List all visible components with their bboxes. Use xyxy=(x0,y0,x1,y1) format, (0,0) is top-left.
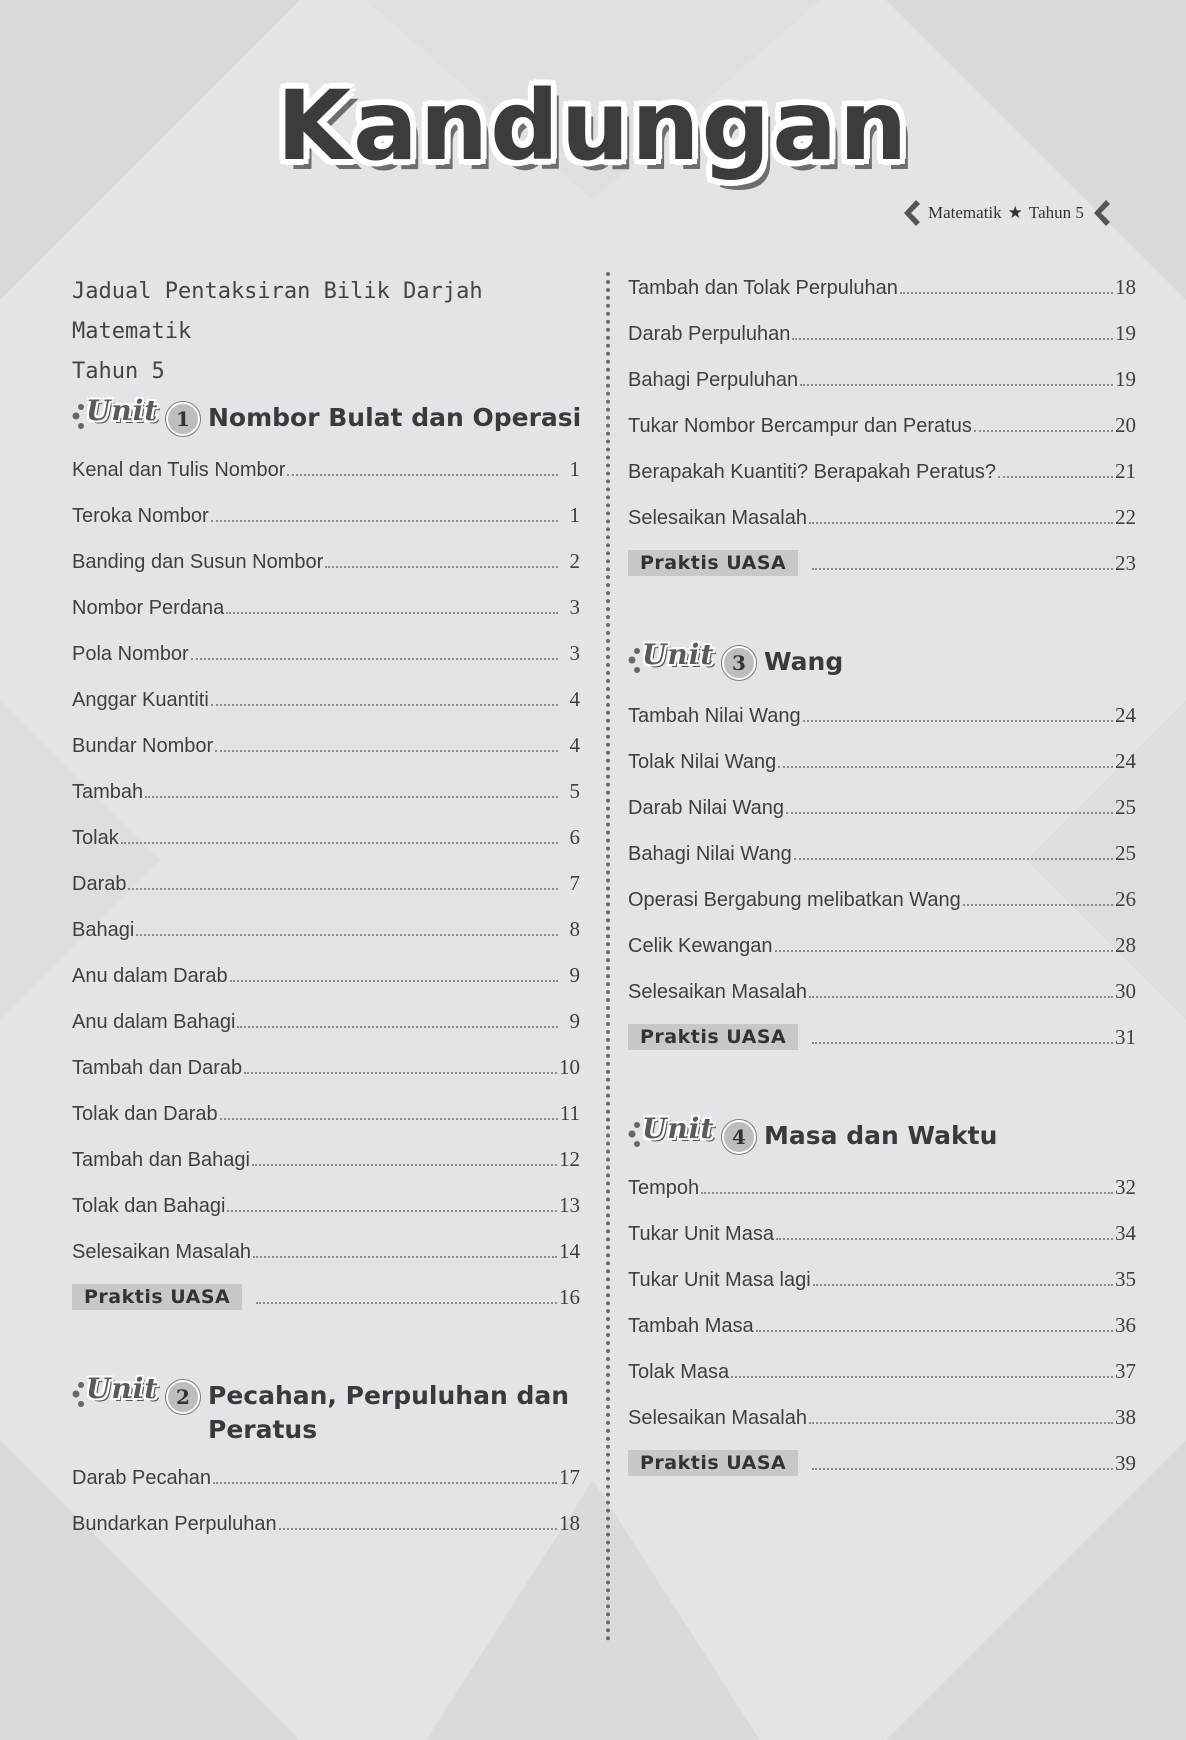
dot-leader xyxy=(211,520,558,522)
praktis-label: Praktis UASA xyxy=(628,1450,798,1476)
entry-label: Banding dan Susun Nombor xyxy=(72,551,324,573)
entry-page: 28 xyxy=(1115,933,1136,957)
entry-label: Tambah dan Tolak Perpuluhan xyxy=(628,277,898,299)
unit-number-badge: 2 xyxy=(166,1380,200,1414)
unit-title: Masa dan Waktu xyxy=(764,1121,998,1150)
toc-entry[interactable] xyxy=(72,452,580,482)
entry-label: Tambah Nilai Wang xyxy=(628,705,801,727)
entry-label: Nombor Perdana xyxy=(72,597,225,619)
toc-entry[interactable] xyxy=(628,790,1136,820)
toc-entry[interactable] xyxy=(72,1234,580,1264)
book-tag xyxy=(900,196,1140,230)
unit-1-heading xyxy=(72,394,582,438)
toc-entry[interactable] xyxy=(72,820,580,850)
entry-page: 3 xyxy=(569,595,580,619)
entry-label: Operasi Bergabung melibatkan Wang xyxy=(628,889,961,911)
entry-page: 35 xyxy=(1115,1267,1136,1291)
toc-entry[interactable] xyxy=(72,866,580,896)
dot-leader xyxy=(145,796,558,798)
unit-2-heading xyxy=(72,1372,570,1447)
toc-entry[interactable] xyxy=(628,316,1136,346)
toc-entry[interactable] xyxy=(72,1188,580,1218)
praktis-label: Praktis UASA xyxy=(628,550,798,576)
dot-leader xyxy=(794,858,1113,860)
entry-page: 31 xyxy=(1115,1025,1136,1049)
unit-word: Unit xyxy=(86,394,159,427)
entry-page: 21 xyxy=(1115,459,1136,483)
entry-label: Selesaikan Masalah xyxy=(72,1241,251,1263)
book-subject: Matematik xyxy=(928,203,1002,222)
book-year: Tahun 5 xyxy=(1028,203,1084,222)
dot-leader xyxy=(253,1256,557,1258)
entry-label: Bahagi xyxy=(72,919,135,941)
dot-leader xyxy=(136,934,558,936)
entry-page: 36 xyxy=(1115,1313,1136,1337)
unit-title xyxy=(208,1376,569,1447)
toc-entry[interactable] xyxy=(72,774,580,804)
toc-entry[interactable] xyxy=(72,544,580,574)
toc-entry[interactable] xyxy=(628,500,1136,530)
entry-page: 18 xyxy=(559,1511,580,1535)
dot-leader xyxy=(237,1026,558,1028)
toc-entry[interactable] xyxy=(628,928,1136,958)
entry-page: 3 xyxy=(569,641,580,665)
entry-page: 6 xyxy=(569,825,580,849)
dot-leader xyxy=(227,1210,557,1212)
toc-entry[interactable] xyxy=(628,1262,1136,1292)
toc-entry[interactable] xyxy=(72,958,580,988)
unit-4-heading xyxy=(628,1112,998,1156)
dot-leader xyxy=(215,750,558,752)
entry-page: 24 xyxy=(1115,749,1136,773)
entry-page: 8 xyxy=(569,917,580,941)
dot-leader xyxy=(900,292,1113,294)
entry-page: 37 xyxy=(1115,1359,1136,1383)
entry-page: 12 xyxy=(559,1147,580,1171)
praktis-label: Praktis UASA xyxy=(628,1024,798,1050)
dot-leader xyxy=(809,1422,1113,1424)
toc-entry[interactable] xyxy=(628,882,1136,912)
entry-page: 25 xyxy=(1115,841,1136,865)
page-title: Kandungan xyxy=(276,70,910,182)
intro-entry[interactable] xyxy=(72,272,592,392)
dot-leader xyxy=(963,904,1113,906)
entry-page: 30 xyxy=(1115,979,1136,1003)
dot-leader xyxy=(230,980,558,982)
entry-page: 17 xyxy=(559,1465,580,1489)
entry-page: 25 xyxy=(1115,795,1136,819)
entry-label: Kenal dan Tulis Nombor xyxy=(72,459,286,481)
dot-leader xyxy=(287,474,558,476)
entry-page: 10 xyxy=(559,1055,580,1079)
dot-leader xyxy=(191,658,558,660)
toc-entry[interactable] xyxy=(72,1460,580,1490)
unit-word: Unit xyxy=(642,638,715,671)
unit-logo xyxy=(628,1112,716,1156)
toc-entry[interactable] xyxy=(628,1216,1136,1246)
dot-leader xyxy=(213,1482,557,1484)
dot-leader xyxy=(998,476,1113,478)
unit-number-badge: 4 xyxy=(722,1120,756,1154)
dot-leader xyxy=(786,812,1113,814)
dot-leader xyxy=(121,842,558,844)
praktis-uasa-entry[interactable] xyxy=(628,1020,1136,1050)
column-divider xyxy=(606,272,610,1642)
toc-entry[interactable] xyxy=(72,1050,580,1080)
entry-label: Selesaikan Masalah xyxy=(628,981,807,1003)
entry-page: 16 xyxy=(559,1285,580,1309)
toc-entry[interactable] xyxy=(628,1354,1136,1384)
entry-label: Darab Nilai Wang xyxy=(628,797,784,819)
dot-leader xyxy=(220,1118,558,1120)
dot-leader xyxy=(128,888,558,890)
entry-page: 23 xyxy=(1115,551,1136,575)
entry-label: Anu dalam Bahagi xyxy=(72,1011,236,1033)
entry-page: 5 xyxy=(569,779,580,803)
entry-page: 19 xyxy=(1115,367,1136,391)
entry-page: 26 xyxy=(1115,887,1136,911)
dot-leader xyxy=(813,1284,1113,1286)
entry-page: 13 xyxy=(559,1193,580,1217)
unit-title-line-1: Pecahan, Perpuluhan dan xyxy=(208,1381,570,1410)
chevron-left-icon xyxy=(900,198,922,228)
unit-title: Nombor Bulat dan Operasi xyxy=(208,403,582,432)
praktis-uasa-entry[interactable] xyxy=(72,1280,580,1310)
entry-label: Tolak Masa xyxy=(628,1361,730,1383)
entry-label: Tukar Nombor Bercampur dan Peratus xyxy=(628,415,972,437)
entry-page: 7 xyxy=(569,871,580,895)
toc-entry[interactable] xyxy=(628,836,1136,866)
entry-label: Tolak dan Bahagi xyxy=(72,1195,226,1217)
praktis-label: Praktis UASA xyxy=(72,1284,242,1310)
dot-leader xyxy=(226,612,558,614)
entry-page: 1 xyxy=(569,457,580,481)
chevron-left-icon xyxy=(1090,198,1112,228)
entry-label: Darab Pecahan xyxy=(72,1467,211,1489)
unit-logo xyxy=(628,638,716,682)
entry-page: 2 xyxy=(569,549,580,573)
entry-page: 39 xyxy=(1115,1451,1136,1475)
entry-page: 19 xyxy=(1115,321,1136,345)
toc-entry[interactable] xyxy=(628,744,1136,774)
toc-entry[interactable] xyxy=(628,454,1136,484)
praktis-uasa-entry[interactable] xyxy=(628,1446,1136,1476)
unit-word: Unit xyxy=(642,1112,715,1145)
dot-leader xyxy=(809,522,1113,524)
dot-leader xyxy=(974,430,1113,432)
entry-label: Darab Perpuluhan xyxy=(628,323,791,345)
entry-page: 18 xyxy=(1115,275,1136,299)
entry-label: Bundarkan Perpuluhan xyxy=(72,1513,277,1535)
entry-label: Pola Nombor xyxy=(72,643,189,665)
toc-entry[interactable] xyxy=(628,698,1136,728)
entry-label: Tambah dan Bahagi xyxy=(72,1149,250,1171)
dot-leader xyxy=(731,1376,1113,1378)
dot-leader xyxy=(252,1164,557,1166)
unit-logo xyxy=(72,1372,160,1416)
entry-page: 24 xyxy=(1115,703,1136,727)
toc-entry[interactable] xyxy=(72,498,580,528)
toc-entry[interactable] xyxy=(628,1308,1136,1338)
entry-label: Bahagi Nilai Wang xyxy=(628,843,792,865)
toc-entry[interactable] xyxy=(72,728,580,758)
dots-icon xyxy=(72,402,86,436)
toc-entry[interactable] xyxy=(72,912,580,942)
unit-number-badge: 1 xyxy=(166,402,200,436)
toc-entry[interactable] xyxy=(628,362,1136,392)
entry-label: Tolak xyxy=(72,827,119,849)
entry-page: 11 xyxy=(559,1101,580,1125)
toc-entry[interactable] xyxy=(72,1142,580,1172)
entry-label: Selesaikan Masalah xyxy=(628,507,807,529)
dot-leader xyxy=(776,1238,1113,1240)
entry-label: Selesaikan Masalah xyxy=(628,1407,807,1429)
toc-entry[interactable] xyxy=(72,1004,580,1034)
entry-page: 20 xyxy=(1115,413,1136,437)
entry-label: Teroka Nombor xyxy=(72,505,209,527)
unit-word: Unit xyxy=(86,1372,159,1405)
entry-label: Tukar Unit Masa lagi xyxy=(628,1269,811,1291)
dot-leader xyxy=(812,1468,1113,1470)
dot-leader xyxy=(812,568,1113,570)
toc-entry[interactable] xyxy=(72,682,580,712)
unit-title: Wang xyxy=(764,647,844,676)
entry-label: Tambah dan Darab xyxy=(72,1057,243,1079)
entry-label: Bahagi Perpuluhan xyxy=(628,369,799,391)
entry-page: 4 xyxy=(569,733,580,757)
entry-page: 9 xyxy=(569,963,580,987)
entry-label: Tolak dan Darab xyxy=(72,1103,218,1125)
dot-leader xyxy=(756,1330,1113,1332)
dot-leader xyxy=(803,720,1113,722)
dots-icon xyxy=(628,646,642,680)
entry-label: Tambah xyxy=(72,781,144,803)
entry-label: Tukar Unit Masa xyxy=(628,1223,774,1245)
entry-label: Tempoh xyxy=(628,1177,700,1199)
toc-entry[interactable] xyxy=(628,408,1136,438)
entry-page: 9 xyxy=(569,1009,580,1033)
dot-leader xyxy=(775,950,1113,952)
entry-label: Darab xyxy=(72,873,127,895)
toc-entry[interactable] xyxy=(72,590,580,620)
dot-leader xyxy=(256,1302,557,1304)
dot-leader xyxy=(792,338,1113,340)
toc-entry[interactable] xyxy=(72,636,580,666)
praktis-uasa-entry[interactable] xyxy=(628,546,1136,576)
unit-title-line-2: Peratus xyxy=(208,1415,318,1444)
toc-entry[interactable] xyxy=(628,270,1136,300)
entry-label: Tolak Nilai Wang xyxy=(628,751,777,773)
toc-entry[interactable] xyxy=(628,1170,1136,1200)
toc-entry[interactable] xyxy=(628,1400,1136,1430)
unit-number-badge: 3 xyxy=(722,646,756,680)
entry-page: 14 xyxy=(559,1239,580,1263)
intro-line-1: Jadual Pentaksiran Bilik Darjah Matematik xyxy=(72,279,483,344)
entry-label: Celik Kewangan xyxy=(628,935,773,957)
entry-label: Anu dalam Darab xyxy=(72,965,228,987)
dot-leader xyxy=(279,1528,557,1530)
dots-icon xyxy=(628,1120,642,1154)
entry-page: 22 xyxy=(1115,505,1136,529)
toc-entry[interactable] xyxy=(72,1096,580,1126)
unit-logo xyxy=(72,394,160,438)
entry-page: 1 xyxy=(569,503,580,527)
entry-page: 38 xyxy=(1115,1405,1136,1429)
dot-leader xyxy=(812,1042,1113,1044)
dot-leader xyxy=(325,566,558,568)
dot-leader xyxy=(809,996,1113,998)
entry-label: Berapakah Kuantiti? Berapakah Peratus? xyxy=(628,461,997,483)
entry-page: 34 xyxy=(1115,1221,1136,1245)
entry-page: 32 xyxy=(1115,1175,1136,1199)
entry-label: Bundar Nombor xyxy=(72,735,214,757)
toc-entry[interactable] xyxy=(72,1506,580,1536)
intro-line-2: Tahun 5 xyxy=(72,359,165,384)
star-icon: ★ xyxy=(1007,203,1023,222)
entry-label: Tambah Masa xyxy=(628,1315,754,1337)
dots-icon xyxy=(72,1380,86,1414)
dot-leader xyxy=(244,1072,557,1074)
dot-leader xyxy=(800,384,1113,386)
entry-label: Anggar Kuantiti xyxy=(72,689,209,711)
dot-leader xyxy=(211,704,558,706)
dot-leader xyxy=(778,766,1113,768)
dot-leader xyxy=(701,1192,1113,1194)
entry-page: 4 xyxy=(569,687,580,711)
unit-3-heading xyxy=(628,638,844,682)
toc-entry[interactable] xyxy=(628,974,1136,1004)
